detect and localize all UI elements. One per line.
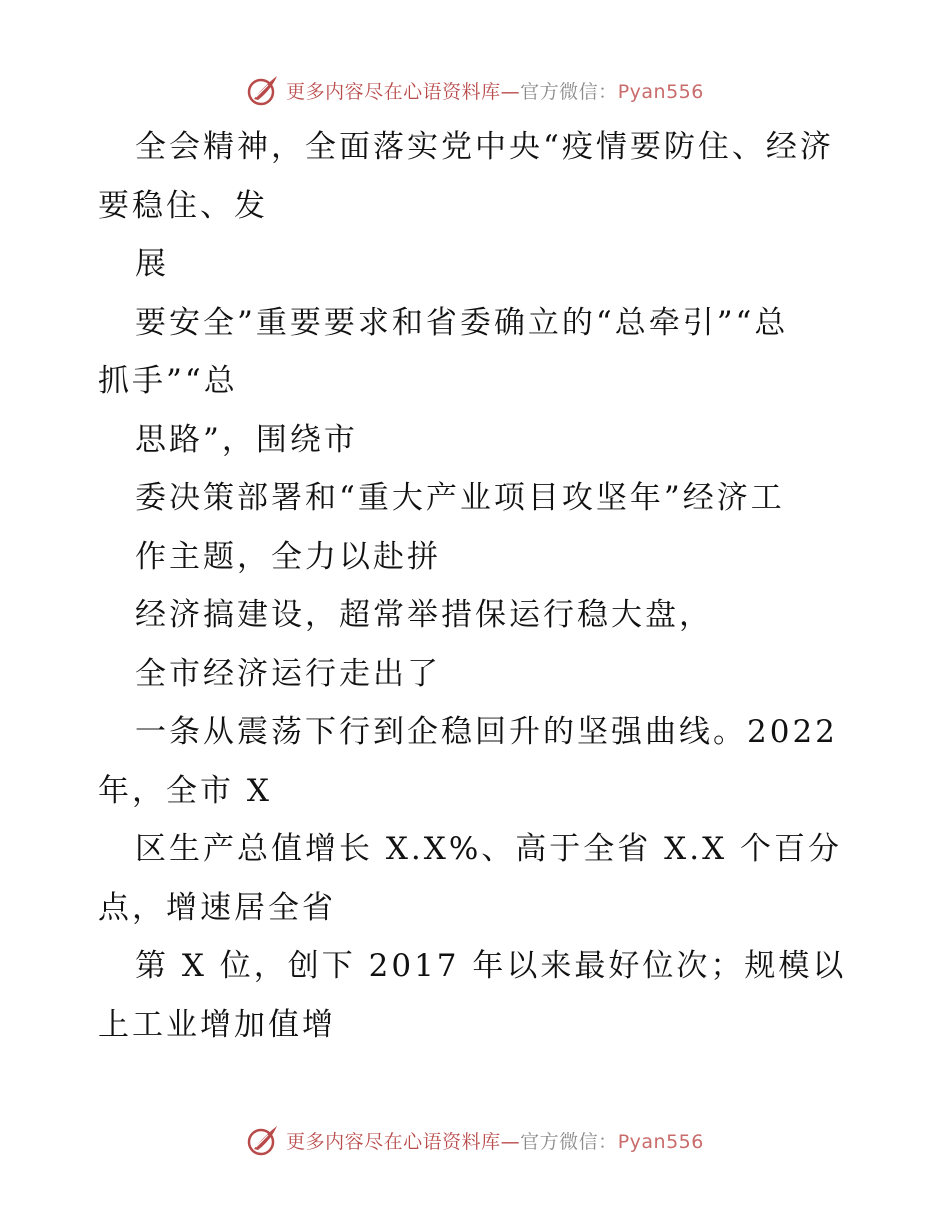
text-line: 区生产总值增长 X.X%、高于全省 X.X 个百分 bbox=[135, 831, 843, 867]
text-line: 展 bbox=[135, 246, 169, 282]
text-line: 一条从震荡下行到企稳回升的坚强曲线。2022 bbox=[135, 714, 838, 750]
text-line: 抓手”“总 bbox=[98, 363, 238, 399]
text-line: 要安全”重要要求和省委确立的“总牵引”“总 bbox=[135, 304, 789, 341]
watermark-brand: 更多内容尽在心语资料库 bbox=[286, 1130, 501, 1153]
text-line: 全会精神，全面落实党中央“疫情要防住、经济 bbox=[135, 129, 834, 165]
text-line: 第 X 位，创下 2017 年以来最好位次；规模以 bbox=[135, 948, 847, 984]
header-watermark bbox=[0, 72, 950, 108]
watermark-text bbox=[286, 1127, 704, 1154]
watermark-text bbox=[286, 77, 704, 104]
text-line: 要稳住、发 bbox=[98, 187, 268, 224]
text-line: 上工业增加值增 bbox=[98, 1006, 336, 1043]
watermark-separator: — bbox=[500, 1130, 521, 1153]
text-line: 思路”，围绕市 bbox=[135, 421, 358, 458]
text-line: 点，增速居全省 bbox=[98, 889, 336, 926]
watermark-wechat-id: Pyan556 bbox=[617, 1130, 704, 1153]
text-line: 经济搞建设，超常举措保运行稳大盘， bbox=[135, 597, 713, 633]
quill-pen-logo-icon bbox=[246, 1123, 280, 1157]
document-body bbox=[98, 118, 858, 1054]
watermark-official-label: 官方微信： bbox=[520, 80, 618, 103]
text-line: 作主题，全力以赴拼 bbox=[135, 538, 441, 575]
watermark-official-label: 官方微信： bbox=[520, 1130, 618, 1153]
footer-watermark bbox=[0, 1122, 950, 1158]
quill-pen-logo-icon bbox=[246, 73, 280, 107]
text-line: 年，全市 X bbox=[98, 772, 272, 809]
watermark-brand: 更多内容尽在心语资料库 bbox=[286, 80, 501, 103]
watermark-wechat-id: Pyan556 bbox=[617, 80, 704, 103]
watermark-separator: — bbox=[500, 80, 521, 103]
text-line: 委决策部署和“重大产业项目攻坚年”经济工 bbox=[135, 480, 785, 516]
text-line: 全市经济运行走出了 bbox=[135, 655, 441, 692]
